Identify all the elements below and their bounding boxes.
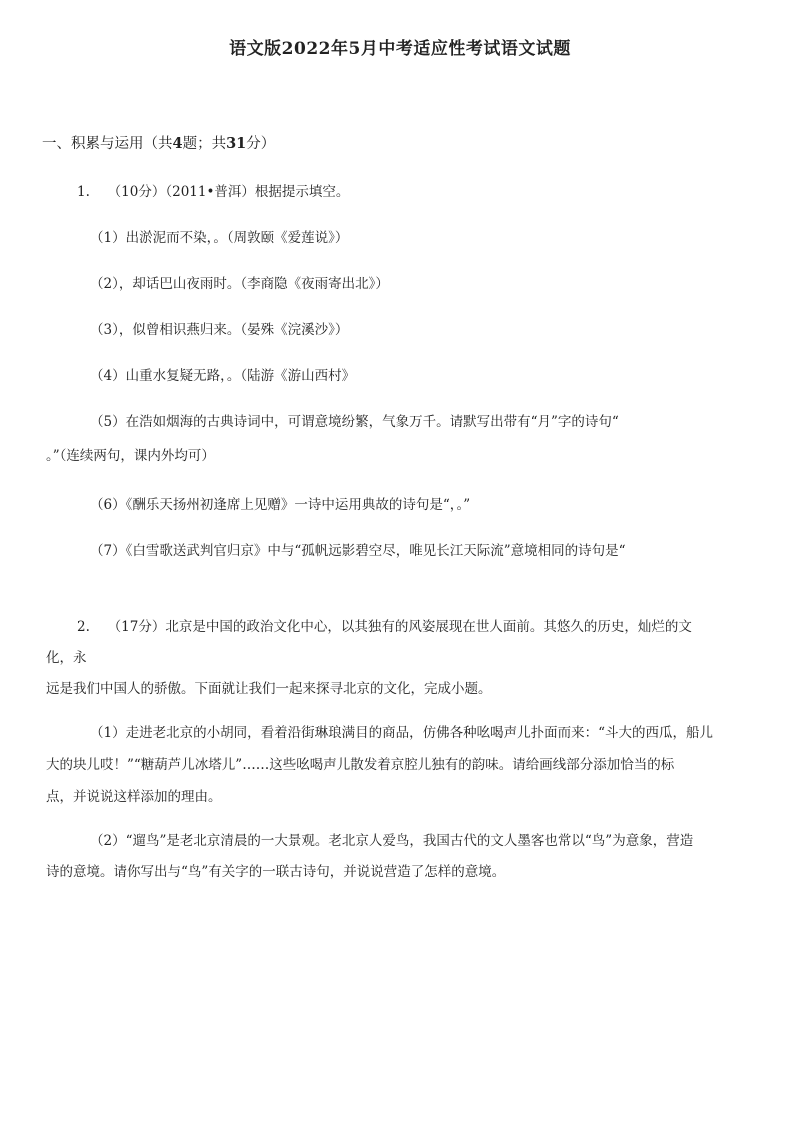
page-title: 语文版2022年5月中考适应性考试语文试题 [229,39,571,59]
section-heading-prefix: 一、积累与运用（共 [42,136,173,152]
question-2-sub-1-line-3: 点，并说说这样添加的理由。 [46,789,222,805]
section-heading-mid: 题；共 [182,136,227,152]
question-1-item-4: （4）山重水复疑无路，。（陆游《游山西村》 [90,368,356,384]
question-1-item-6: （6）《酬乐天扬州初逢席上见赠》一诗中运用典故的诗句是“，。” [90,497,471,513]
question-1-item-3: （3），似曾相识燕归来。（晏殊《浣溪沙》） [90,322,349,338]
question-1-item-2: （2），却话巴山夜雨时。（李商隐《夜雨寄出北》） [90,276,389,292]
question-1-item-5: （5）在浩如烟海的古典诗词中，可谓意境纷繁，气象万千。请默写出带有“月”字的诗句“ [90,414,619,430]
question-2-stem-line-1: 2. （17分）北京是中国的政治文化中心，以其独有的风姿展现在世人面前。其悠久的历史，灿烂的文 [77,619,692,635]
question-1-stem: 1. （10分）（2011•普洱）根据提示填空。 [77,184,350,200]
question-2-sub-2-line-2: 诗的意境。请你写出与“鸟”有关字的一联古诗句，并说说营造了怎样的意境。 [46,864,506,880]
question-2-sub-1-line-2: 大的块儿哎！”“糖葫芦儿冰塔儿”……这些吆喝声儿散发着京腔儿独有的韵味。请给画线部分添加恰当的标 [46,757,675,773]
question-2-stem-line-2: 化，永 [46,650,87,666]
question-1-item-5-continued: 。”（连续两句，课内外均可） [46,448,215,464]
section-heading-suffix: 分） [246,136,276,152]
question-2-sub-2-line-1: （2）“遛鸟”是老北京清晨的一大景观。老北京人爱鸟，我国古代的文人墨客也常以“鸟”为意象，营造 [90,833,694,849]
question-2-sub-1-line-1: （1）走进老北京的小胡同，看着沿街琳琅满目的商品，仿佛各种吆喝声儿扑面而来：“斗大的西瓜，船儿 [90,725,713,741]
section-total-score: 31 [226,135,247,152]
section-question-count: 4 [172,135,183,152]
question-2-stem-line-3: 远是我们中国人的骄傲。下面就让我们一起来探寻北京的文化，完成小题。 [46,681,492,697]
question-1-item-1: （1）出淤泥而不染，。（周敦颐《爱莲说》） [90,230,349,246]
question-1-item-7: （7）《白雪歌送武判官归京》中与“孤帆远影碧空尽，唯见长江天际流”意境相同的诗句是“ [90,543,626,559]
section-heading [42,134,275,154]
